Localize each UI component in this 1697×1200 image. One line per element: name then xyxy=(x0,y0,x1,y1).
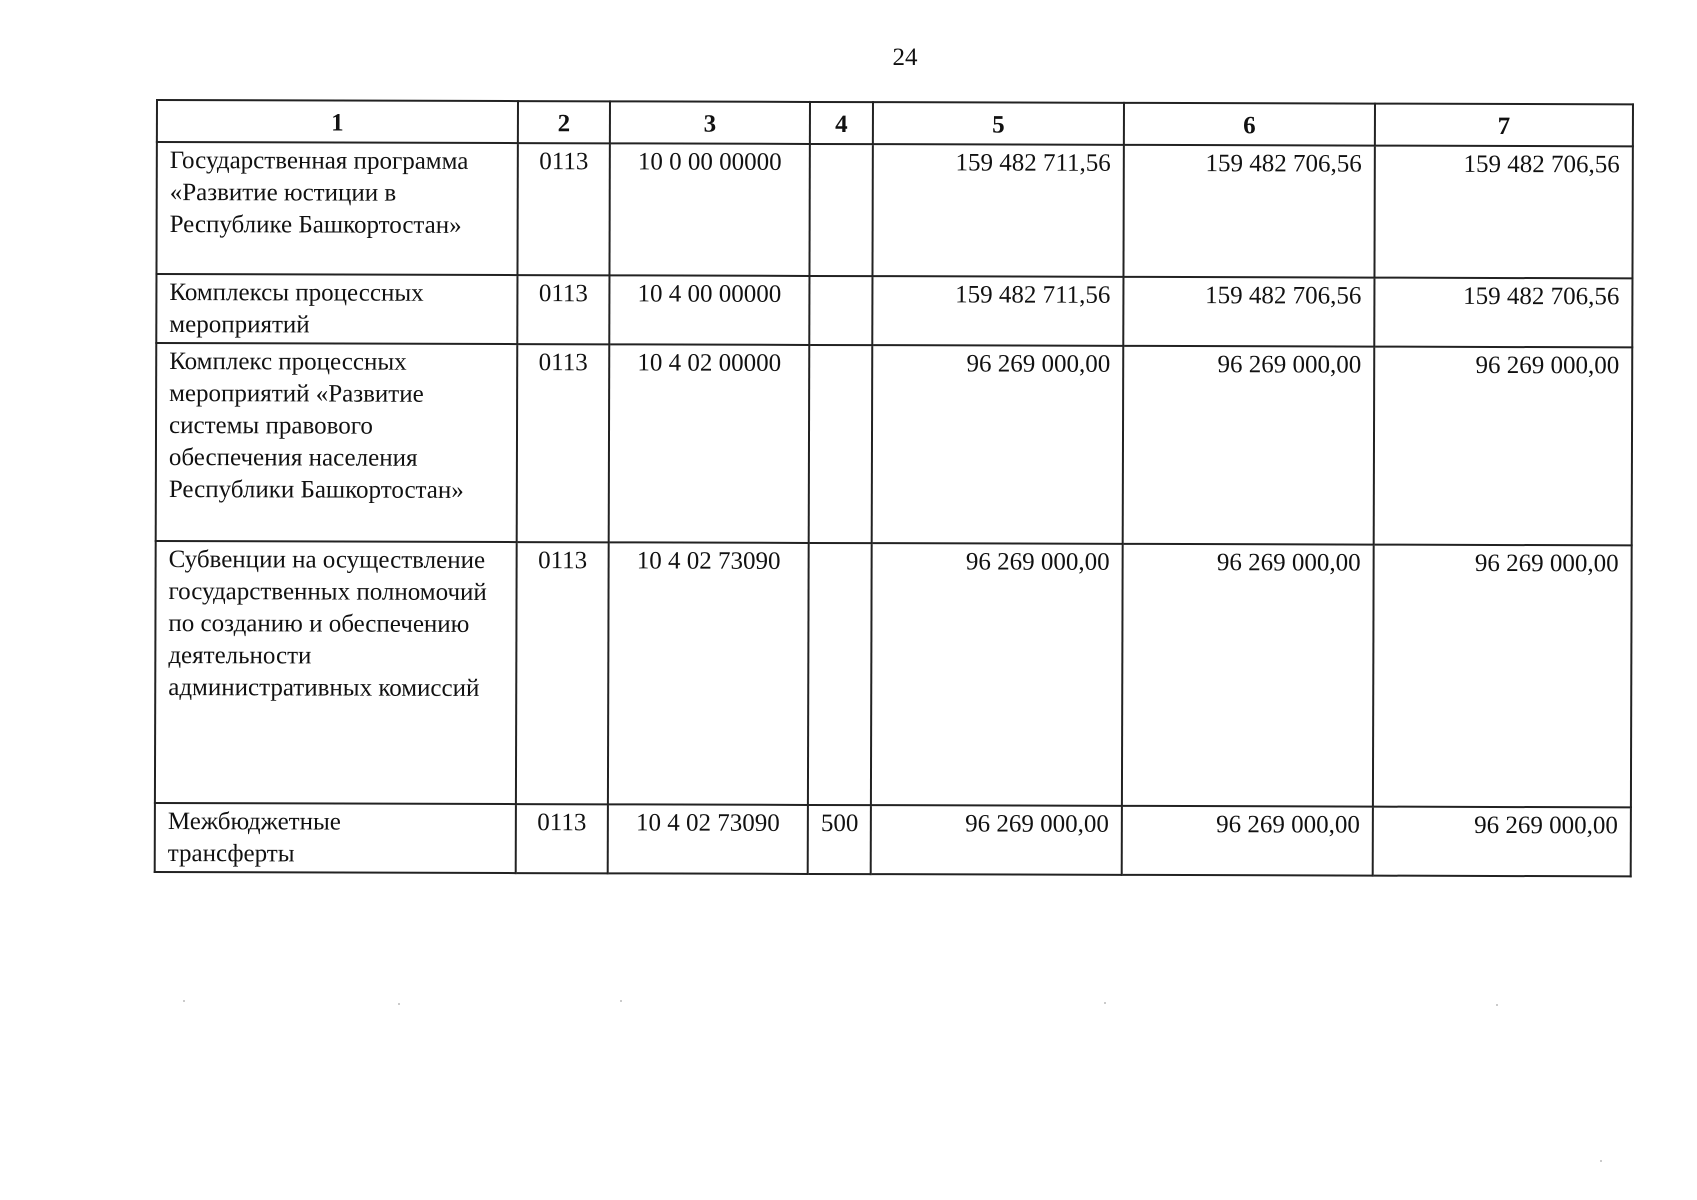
row-col5: 96 269 000,00 xyxy=(871,805,1122,875)
row-target-article: 10 4 02 73090 xyxy=(608,804,808,874)
row-expense-type xyxy=(809,276,872,345)
row-col7: 159 482 706,56 xyxy=(1374,278,1632,348)
row-expense-type xyxy=(809,144,872,276)
row-section: 0113 xyxy=(516,542,609,804)
row-col6: 159 482 706,56 xyxy=(1123,145,1374,278)
header-col-6: 6 xyxy=(1124,103,1375,146)
page-number: 24 xyxy=(892,44,918,71)
row-target-article: 10 4 02 00000 xyxy=(609,344,810,543)
row-name: Комплекс процессных мероприятий «Развитие системы правового обеспечения населения Республики Башкортостан» xyxy=(156,343,518,542)
row-col6: 96 269 000,00 xyxy=(1122,544,1374,807)
row-col7: 96 269 000,00 xyxy=(1373,807,1631,877)
table-row xyxy=(155,803,1631,876)
row-expense-type: 500 xyxy=(808,805,871,874)
row-col6: 96 269 000,00 xyxy=(1123,346,1375,545)
header-col-3: 3 xyxy=(610,101,810,144)
scan-speck xyxy=(183,1000,185,1002)
row-col7: 159 482 706,56 xyxy=(1374,146,1632,279)
table-row xyxy=(156,274,1632,347)
row-col5: 96 269 000,00 xyxy=(871,543,1123,806)
row-col7: 96 269 000,00 xyxy=(1374,347,1633,546)
row-target-article: 10 4 02 73090 xyxy=(608,542,809,805)
row-section: 0113 xyxy=(516,804,608,873)
row-name: Субвенции на осуществление государственных полномочий по созданию и обеспечению деятельности административных комиссий xyxy=(155,541,517,804)
scan-speck xyxy=(1600,1160,1602,1162)
row-col6: 96 269 000,00 xyxy=(1122,806,1373,876)
row-section: 0113 xyxy=(517,344,610,542)
budget-table xyxy=(154,99,1634,877)
row-name: Комплексы процессных мероприятий xyxy=(156,274,517,344)
header-col-2: 2 xyxy=(518,101,610,143)
scan-speck xyxy=(398,1003,400,1005)
table-row xyxy=(155,541,1632,807)
row-col6: 159 482 706,56 xyxy=(1123,277,1374,347)
header-col-5: 5 xyxy=(873,102,1124,145)
row-col7: 96 269 000,00 xyxy=(1373,545,1632,808)
header-row xyxy=(157,100,1633,146)
scan-speck xyxy=(1104,1002,1106,1004)
scan-speck xyxy=(1496,1004,1498,1006)
row-expense-type xyxy=(808,543,872,805)
row-target-article: 10 0 00 00000 xyxy=(609,143,809,276)
row-target-article: 10 4 00 00000 xyxy=(609,275,809,345)
row-section: 0113 xyxy=(517,275,609,344)
row-col5: 159 482 711,56 xyxy=(872,276,1123,346)
header-col-7: 7 xyxy=(1375,104,1633,147)
scan-speck xyxy=(620,1000,622,1002)
header-col-1: 1 xyxy=(157,100,518,143)
row-col5: 159 482 711,56 xyxy=(872,144,1123,277)
row-name: Государственная программа «Развитие юстиции в Республике Башкортостан» xyxy=(156,142,517,275)
table-row xyxy=(156,142,1632,278)
row-name: Межбюджетные трансферты xyxy=(155,803,516,873)
row-section: 0113 xyxy=(517,143,609,275)
row-col5: 96 269 000,00 xyxy=(872,345,1124,544)
row-expense-type xyxy=(809,345,873,543)
table-row xyxy=(156,343,1633,545)
header-col-4: 4 xyxy=(810,102,873,144)
